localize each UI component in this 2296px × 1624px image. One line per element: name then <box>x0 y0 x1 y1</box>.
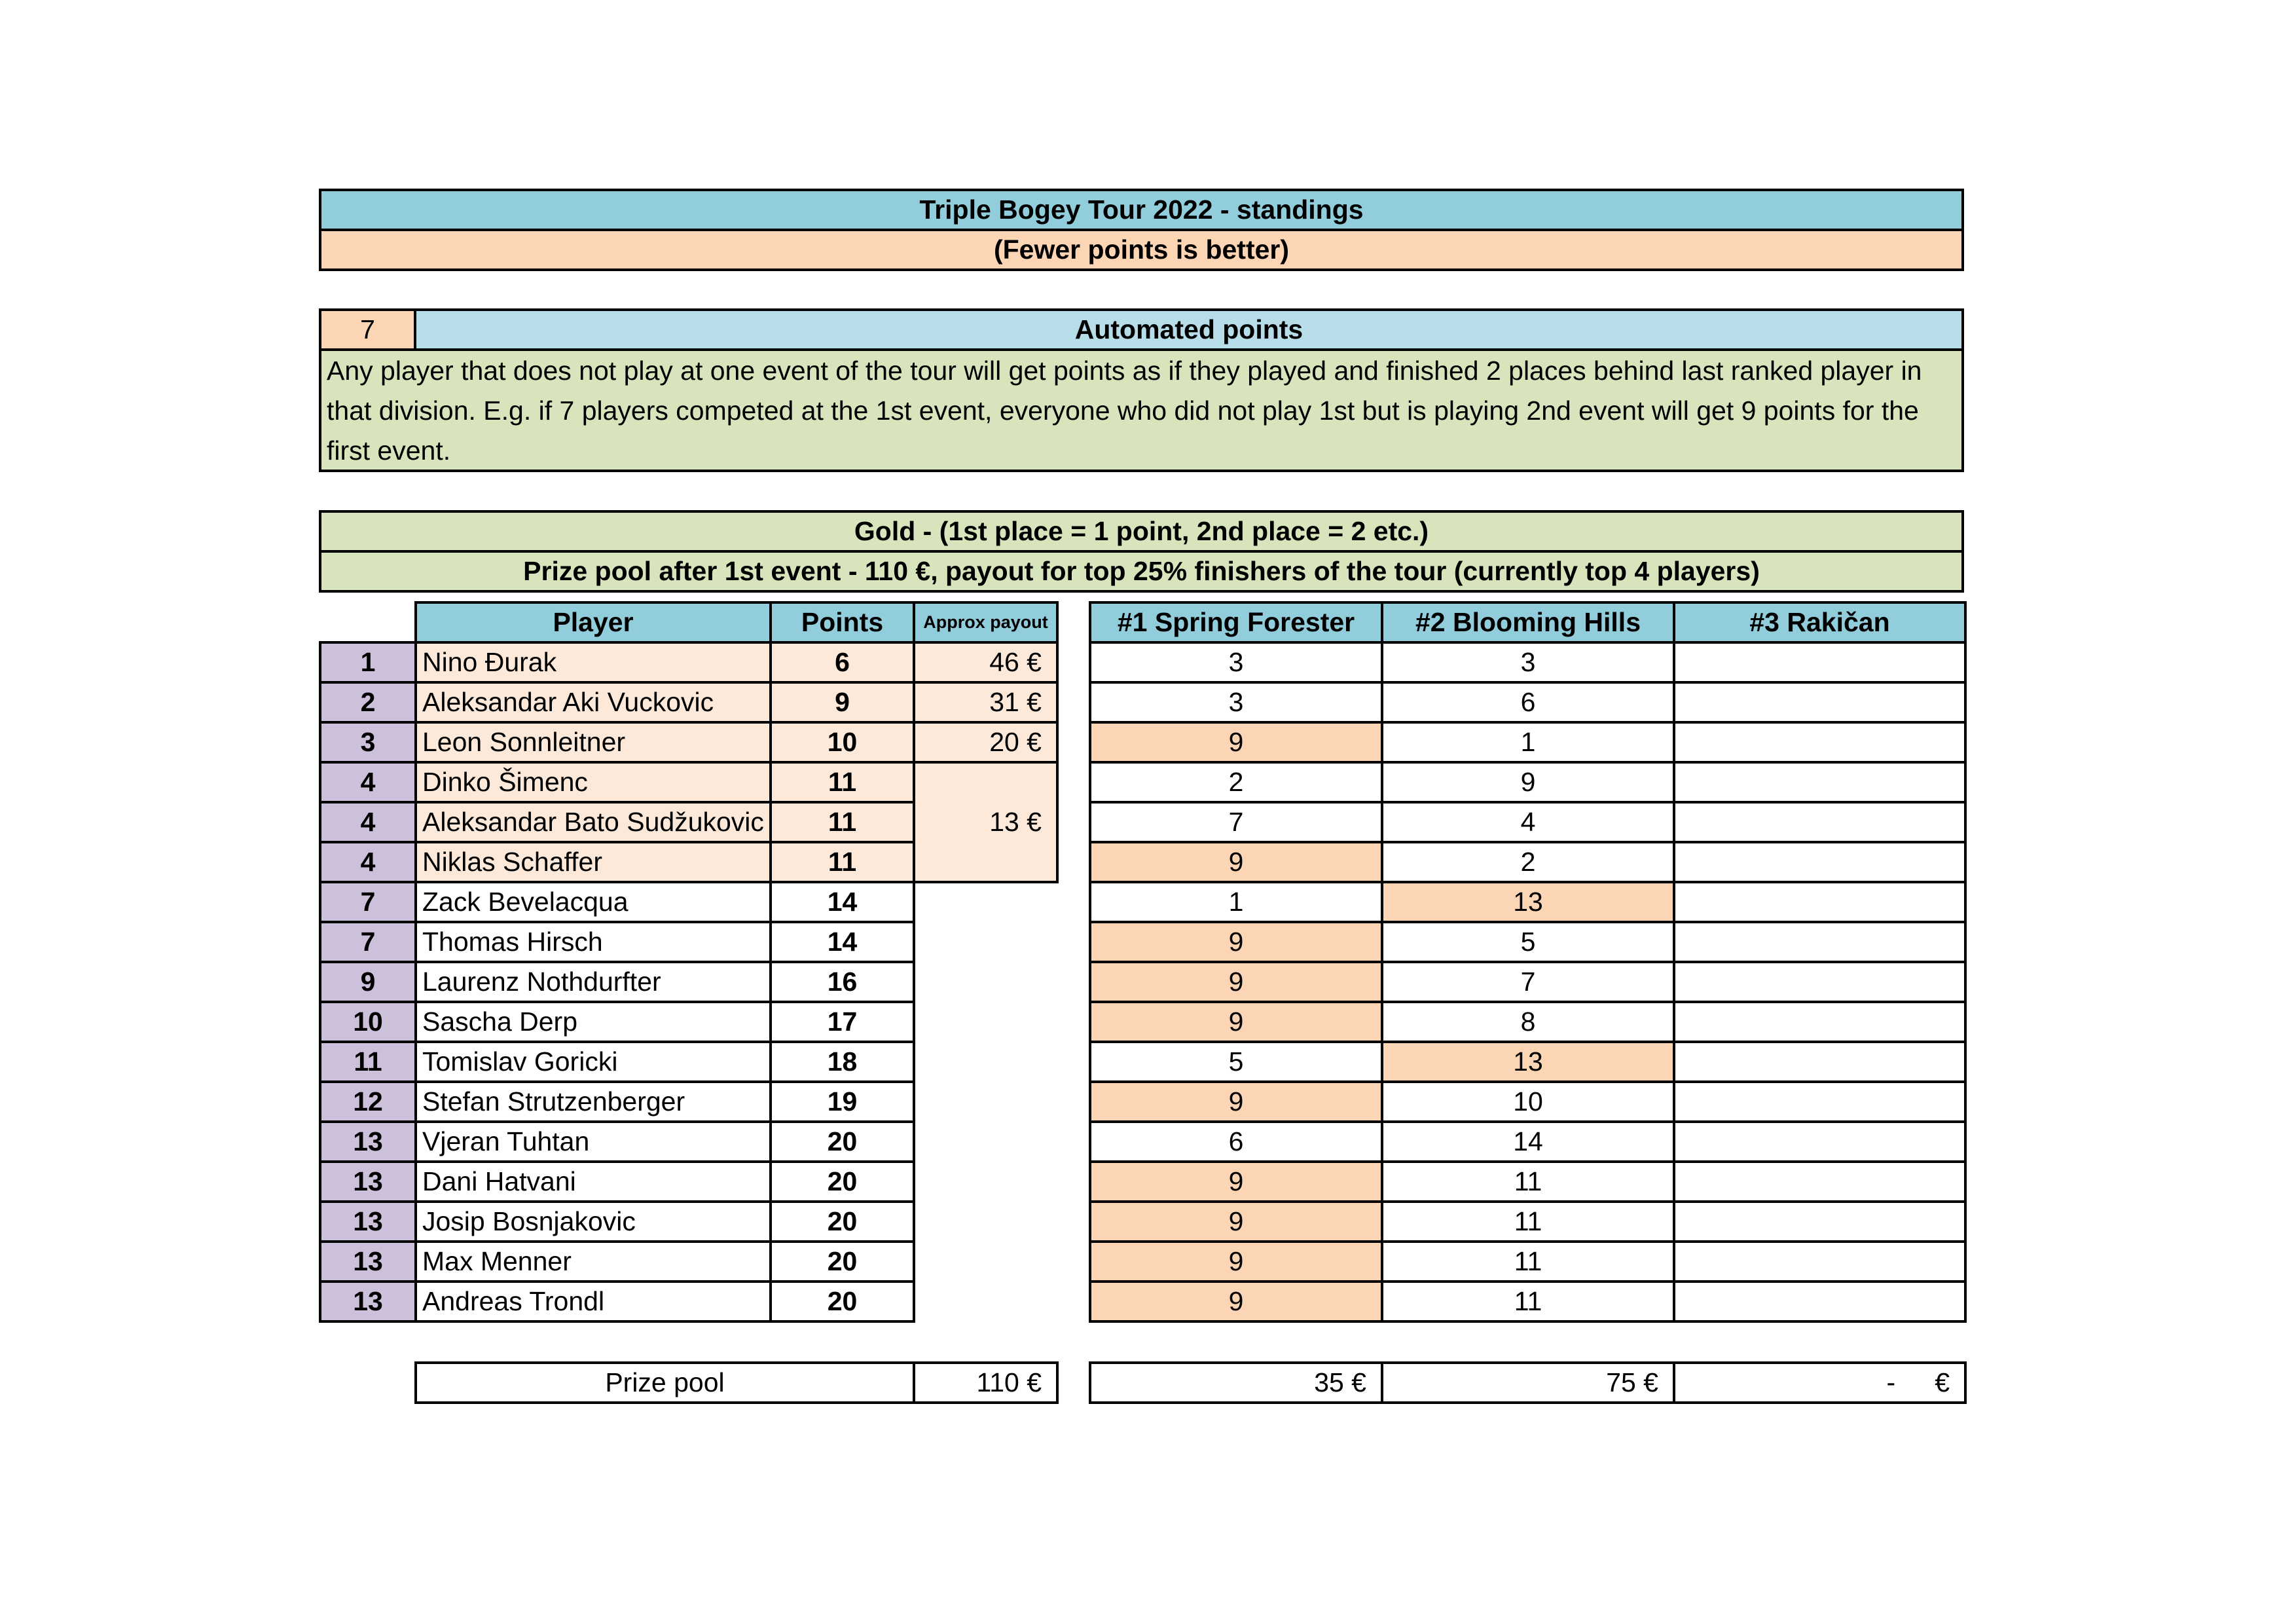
points-cell: 10 <box>771 722 914 762</box>
event3-result-cell <box>1674 962 1965 1002</box>
division-title: Gold - (1st place = 1 point, 2nd place = 2 etc.) <box>319 510 1964 553</box>
payout-blank <box>914 1042 1057 1082</box>
event1-result-cell: 9 <box>1090 1202 1382 1242</box>
player-name-cell: Zack Bevelacqua <box>416 882 771 922</box>
prize-pool-event1: 35 € <box>1090 1363 1382 1403</box>
event2-result-cell: 5 <box>1382 922 1674 962</box>
points-cell: 18 <box>771 1042 914 1082</box>
event1-result-cell: 9 <box>1090 1282 1382 1321</box>
sheet-subtitle: (Fewer points is better) <box>319 229 1964 271</box>
standings-row <box>320 722 1057 762</box>
event3-result-cell <box>1674 1122 1965 1162</box>
event3-result-cell <box>1674 1282 1965 1321</box>
points-cell: 11 <box>771 842 914 882</box>
player-name-cell: Dinko Šimenc <box>416 762 771 802</box>
payout-cell: 46 € <box>914 642 1057 682</box>
player-name-cell: Laurenz Nothdurfter <box>416 962 771 1002</box>
rank-cell: 7 <box>320 922 416 962</box>
standings-row <box>320 1282 1057 1321</box>
event1-result-cell: 1 <box>1090 882 1382 922</box>
standings-row <box>320 1242 1057 1282</box>
event1-result-cell: 7 <box>1090 802 1382 842</box>
automated-points-note: Any player that does not play at one event of the tour will get points as if they played and finished 2 places behind last ranked player in that division. E.g. if 7 players competed at the 1st event, everyone who did not play 1st but is playing 2nd event will get 9 points for the first event. <box>319 351 1964 472</box>
event-results-row <box>1090 1002 1965 1042</box>
standings-table <box>319 601 1059 1323</box>
events-header-row <box>1090 602 1965 642</box>
event3-result-cell <box>1674 922 1965 962</box>
player-name-cell: Stefan Strutzenberger <box>416 1082 771 1122</box>
rank-cell: 1 <box>320 642 416 682</box>
event2-result-cell: 9 <box>1382 762 1674 802</box>
event2-result-cell: 13 <box>1382 882 1674 922</box>
standings-header-row <box>320 602 1057 642</box>
standings-row <box>320 922 1057 962</box>
event-results-row <box>1090 1122 1965 1162</box>
points-cell: 19 <box>771 1082 914 1122</box>
event1-result-cell: 3 <box>1090 642 1382 682</box>
event1-result-cell: 9 <box>1090 962 1382 1002</box>
event2-result-cell: 10 <box>1382 1082 1674 1122</box>
event2-result-cell: 11 <box>1382 1282 1674 1321</box>
event-results-row <box>1090 842 1965 882</box>
event-results-row <box>1090 1202 1965 1242</box>
rank-cell: 11 <box>320 1042 416 1082</box>
player-name-cell: Aleksandar Bato Sudžukovic <box>416 802 771 842</box>
prize-pool-event2: 75 € <box>1382 1363 1674 1403</box>
standings-row <box>320 1162 1057 1202</box>
division-prize-info: Prize pool after 1st event - 110 €, payout for top 25% finishers of the tour (currently top 4 players) <box>319 550 1964 593</box>
event-results-row <box>1090 1242 1965 1282</box>
prize-pool-event3-currency: € <box>1935 1367 1950 1397</box>
player-name-cell: Thomas Hirsch <box>416 922 771 962</box>
event3-result-cell <box>1674 1162 1965 1202</box>
event2-result-cell: 6 <box>1382 682 1674 722</box>
event2-result-cell: 2 <box>1382 842 1674 882</box>
event2-result-cell: 11 <box>1382 1242 1674 1282</box>
payout-blank <box>914 962 1057 1002</box>
points-cell: 20 <box>771 1122 914 1162</box>
rank-cell: 4 <box>320 762 416 802</box>
player-name-cell: Aleksandar Aki Vuckovic <box>416 682 771 722</box>
rank-cell: 7 <box>320 882 416 922</box>
payout-blank <box>914 882 1057 922</box>
event3-result-cell <box>1674 722 1965 762</box>
event1-result-cell: 3 <box>1090 682 1382 722</box>
event-results-row <box>1090 642 1965 682</box>
payout-blank <box>914 1082 1057 1122</box>
standings-row <box>320 1122 1057 1162</box>
payout-blank <box>914 1122 1057 1162</box>
event-results-row <box>1090 762 1965 802</box>
rank-cell: 13 <box>320 1162 416 1202</box>
points-column-header: Points <box>771 602 914 642</box>
event1-result-cell: 5 <box>1090 1042 1382 1082</box>
event1-result-cell: 9 <box>1090 842 1382 882</box>
payout-blank <box>914 1162 1057 1202</box>
player-name-cell: Andreas Trondl <box>416 1282 771 1321</box>
event-results-row <box>1090 922 1965 962</box>
event2-result-cell: 4 <box>1382 802 1674 842</box>
event1-column-header: #1 Spring Forester <box>1090 602 1382 642</box>
player-name-cell: Tomislav Goricki <box>416 1042 771 1082</box>
automated-points-heading: Automated points <box>414 308 1964 351</box>
payout-blank <box>914 1202 1057 1242</box>
event-results-row <box>1090 1082 1965 1122</box>
event1-result-cell: 9 <box>1090 722 1382 762</box>
event2-result-cell: 3 <box>1382 642 1674 682</box>
event1-result-cell: 9 <box>1090 1002 1382 1042</box>
points-cell: 6 <box>771 642 914 682</box>
payout-column-header: Approx payout <box>914 602 1057 642</box>
player-name-cell: Leon Sonnleitner <box>416 722 771 762</box>
event-results-row <box>1090 1042 1965 1082</box>
rank-cell: 13 <box>320 1242 416 1282</box>
points-cell: 20 <box>771 1242 914 1282</box>
rank-cell: 2 <box>320 682 416 722</box>
event1-result-cell: 9 <box>1090 1242 1382 1282</box>
rank-cell: 12 <box>320 1082 416 1122</box>
prize-pool-event3-dash: - <box>1886 1367 1896 1397</box>
event-results-row <box>1090 882 1965 922</box>
rank-header-blank <box>320 602 416 642</box>
event3-result-cell <box>1674 642 1965 682</box>
event1-result-cell: 2 <box>1090 762 1382 802</box>
event1-result-cell: 9 <box>1090 922 1382 962</box>
rank-cell: 3 <box>320 722 416 762</box>
payout-blank <box>914 1002 1057 1042</box>
prize-pool-event3 <box>1674 1363 1965 1403</box>
points-cell: 20 <box>771 1282 914 1321</box>
event-results-row <box>1090 1282 1965 1321</box>
rank-cell: 9 <box>320 962 416 1002</box>
payout-blank <box>914 1282 1057 1321</box>
event1-result-cell: 9 <box>1090 1082 1382 1122</box>
event2-column-header: #2 Blooming Hills <box>1382 602 1674 642</box>
event2-result-cell: 13 <box>1382 1042 1674 1082</box>
event2-result-cell: 8 <box>1382 1002 1674 1042</box>
event3-result-cell <box>1674 682 1965 722</box>
player-name-cell: Nino Đurak <box>416 642 771 682</box>
payout-cell-shared: 13 € <box>914 762 1057 882</box>
events-table <box>1089 601 1967 1323</box>
event2-result-cell: 14 <box>1382 1122 1674 1162</box>
player-name-cell: Dani Hatvani <box>416 1162 771 1202</box>
points-cell: 9 <box>771 682 914 722</box>
standings-row <box>320 1042 1057 1082</box>
player-column-header: Player <box>416 602 771 642</box>
payout-cell: 31 € <box>914 682 1057 722</box>
event-results-row <box>1090 682 1965 722</box>
points-cell: 14 <box>771 882 914 922</box>
event-results-row <box>1090 962 1965 1002</box>
standings-row <box>320 642 1057 682</box>
rank-cell: 10 <box>320 1002 416 1042</box>
player-name-cell: Niklas Schaffer <box>416 842 771 882</box>
standings-row <box>320 882 1057 922</box>
player-name-cell: Josip Bosnjakovic <box>416 1202 771 1242</box>
event2-result-cell: 11 <box>1382 1202 1674 1242</box>
prize-pool-events-table <box>1089 1361 1967 1404</box>
points-cell: 11 <box>771 762 914 802</box>
standings-row <box>320 762 1057 802</box>
event2-result-cell: 11 <box>1382 1162 1674 1202</box>
event3-result-cell <box>1674 842 1965 882</box>
points-cell: 17 <box>771 1002 914 1042</box>
prize-pool-total-table <box>414 1361 1059 1404</box>
player-name-cell: Vjeran Tuhtan <box>416 1122 771 1162</box>
rank-cell: 4 <box>320 802 416 842</box>
points-cell: 14 <box>771 922 914 962</box>
event3-result-cell <box>1674 1242 1965 1282</box>
points-cell: 20 <box>771 1162 914 1202</box>
points-cell: 11 <box>771 802 914 842</box>
event1-result-cell: 6 <box>1090 1122 1382 1162</box>
event-results-row <box>1090 722 1965 762</box>
event2-result-cell: 7 <box>1382 962 1674 1002</box>
event-results-row <box>1090 1162 1965 1202</box>
standings-row <box>320 962 1057 1002</box>
prize-pool-label: Prize pool <box>416 1363 914 1403</box>
rank-cell: 13 <box>320 1282 416 1321</box>
prize-pool-total: 110 € <box>914 1363 1057 1403</box>
event3-result-cell <box>1674 802 1965 842</box>
event3-result-cell <box>1674 762 1965 802</box>
event3-result-cell <box>1674 1042 1965 1082</box>
payout-blank <box>914 1242 1057 1282</box>
event1-result-cell: 9 <box>1090 1162 1382 1202</box>
points-cell: 16 <box>771 962 914 1002</box>
points-cell: 20 <box>771 1202 914 1242</box>
player-name-cell: Sascha Derp <box>416 1002 771 1042</box>
payout-cell: 20 € <box>914 722 1057 762</box>
sheet-title: Triple Bogey Tour 2022 - standings <box>319 189 1964 231</box>
event-results-row <box>1090 802 1965 842</box>
rank-cell: 13 <box>320 1202 416 1242</box>
standings-row <box>320 682 1057 722</box>
rank-cell: 13 <box>320 1122 416 1162</box>
event3-result-cell <box>1674 1002 1965 1042</box>
standings-row <box>320 1002 1057 1042</box>
event2-result-cell: 1 <box>1382 722 1674 762</box>
standings-row <box>320 1082 1057 1122</box>
payout-blank <box>914 922 1057 962</box>
event3-result-cell <box>1674 882 1965 922</box>
event3-result-cell <box>1674 1202 1965 1242</box>
standings-row <box>320 1202 1057 1242</box>
rank-cell: 4 <box>320 842 416 882</box>
player-name-cell: Max Menner <box>416 1242 771 1282</box>
automated-points-value: 7 <box>319 308 416 351</box>
event3-result-cell <box>1674 1082 1965 1122</box>
event3-column-header: #3 Rakičan <box>1674 602 1965 642</box>
